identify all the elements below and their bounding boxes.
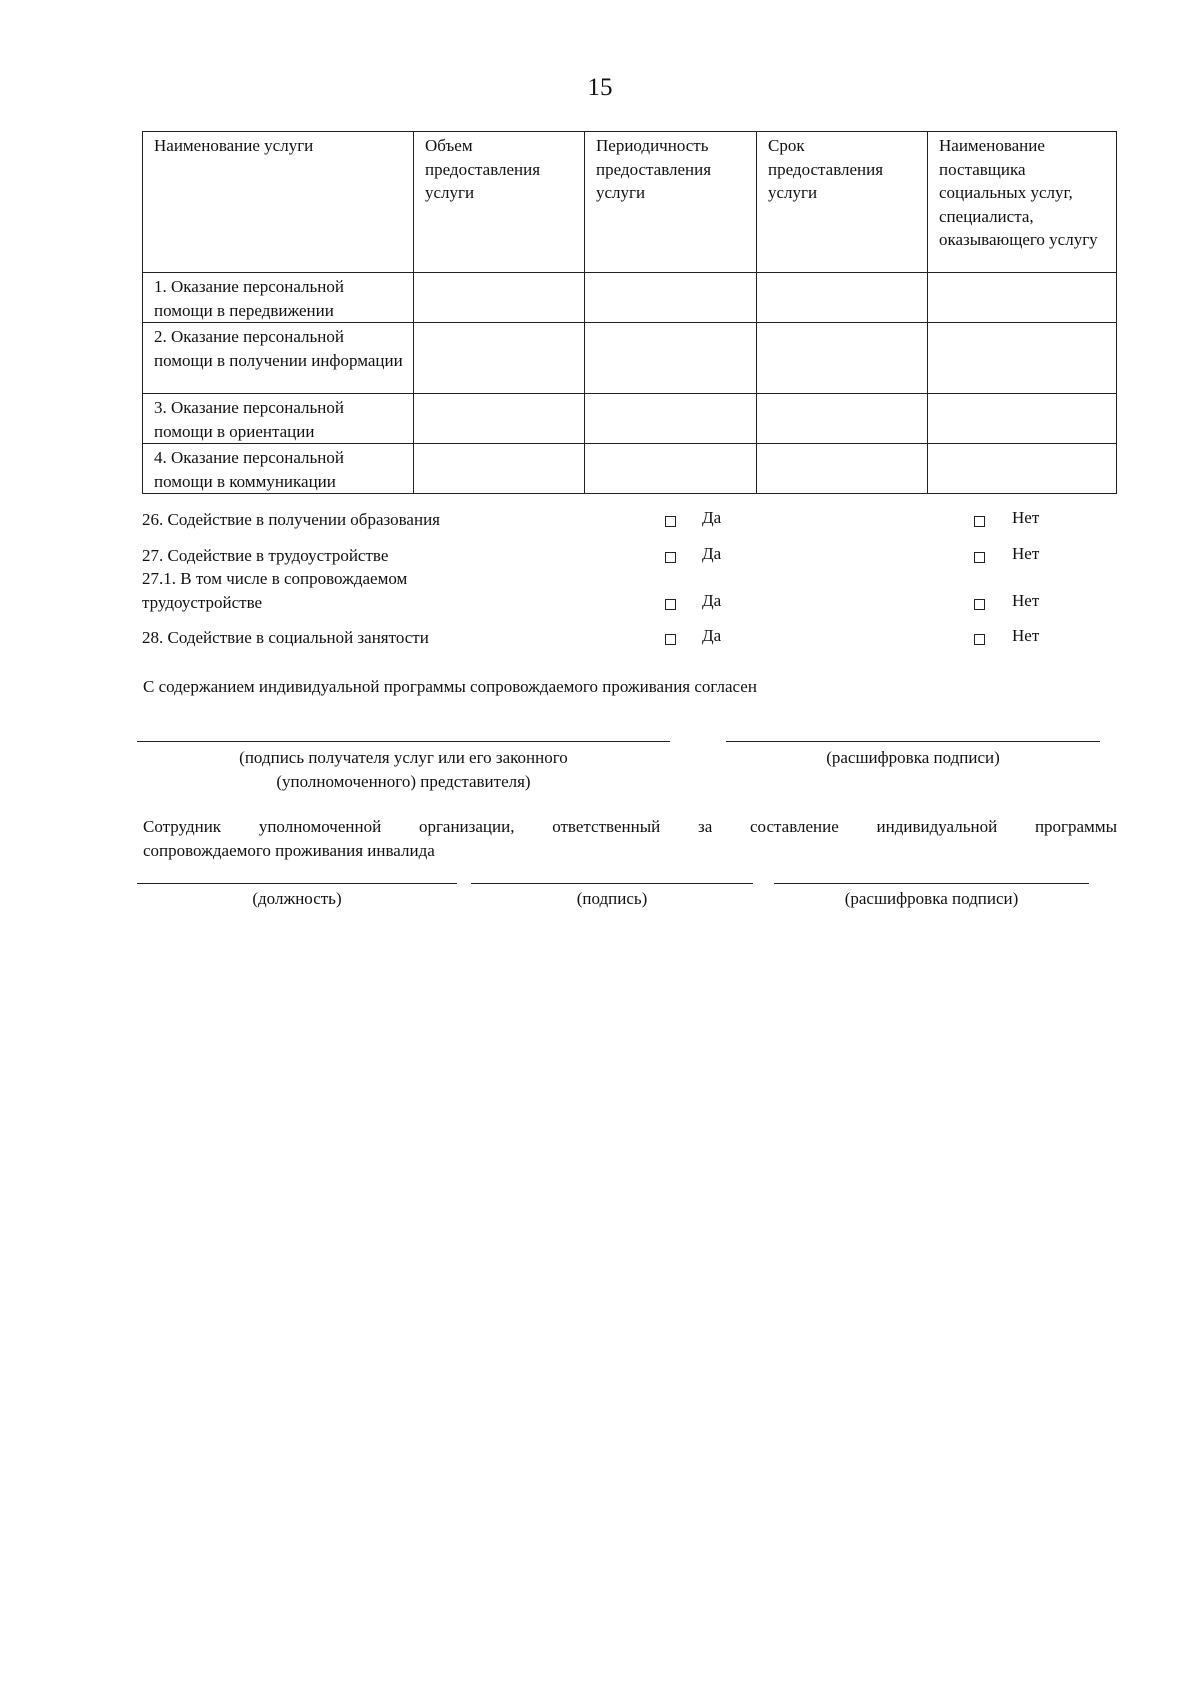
cell-volume[interactable]	[414, 394, 585, 444]
q27-1-no-checkbox[interactable]	[974, 599, 985, 610]
recipient-signature-line[interactable]	[137, 741, 670, 742]
position-line[interactable]	[137, 883, 457, 884]
cell-provider[interactable]	[928, 394, 1117, 444]
q26-no-checkbox[interactable]	[974, 516, 985, 527]
q28-yes-checkbox[interactable]	[665, 634, 676, 645]
recipient-signature-caption-line2: (уполномоченного) представителя)	[276, 772, 531, 791]
agreement-text: С содержанием индивидуальной программы сопровождаемого проживания согласен	[143, 677, 757, 696]
header-term: Срок предоставления услуги	[757, 132, 928, 273]
employee-text-line2: сопровождаемого проживания инвалида	[143, 841, 435, 860]
table-row	[143, 323, 1117, 394]
table-row	[143, 394, 1117, 444]
recipient-signature-caption-line1: (подпись получателя услуг или его законного	[239, 748, 568, 767]
employee-transcript-caption: (расшифровка подписи)	[844, 889, 1019, 908]
header-provider: Наименование поставщика социальных услуг, специалиста, оказывающего услугу	[928, 132, 1117, 273]
cell-service: 2. Оказание персональной помощи в получении информации	[143, 323, 414, 394]
cell-periodicity[interactable]	[585, 273, 757, 323]
cell-periodicity[interactable]	[585, 444, 757, 494]
question-26-label: 26. Содействие в получении образования	[142, 510, 440, 529]
q27-yes-checkbox[interactable]	[665, 552, 676, 563]
q28-yes-label: Да	[702, 626, 722, 645]
q27-1-yes-checkbox[interactable]	[665, 599, 676, 610]
q26-yes-checkbox[interactable]	[665, 516, 676, 527]
recipient-transcript-line[interactable]	[726, 741, 1100, 742]
question-27-1-label-line1: 27.1. В том числе в сопровождаемом	[142, 569, 408, 588]
cell-term[interactable]	[757, 273, 928, 323]
cell-service: 3. Оказание персональной помощи в ориентации	[143, 394, 414, 444]
question-28-label: 28. Содействие в социальной занятости	[142, 628, 429, 647]
table-row	[143, 273, 1117, 323]
employee-signature-caption: (подпись)	[576, 889, 648, 908]
cell-volume[interactable]	[414, 323, 585, 394]
q27-no-label: Нет	[1012, 544, 1040, 563]
cell-provider[interactable]	[928, 444, 1117, 494]
cell-provider[interactable]	[928, 273, 1117, 323]
header-periodicity: Периодичность предоставления услуги	[585, 132, 757, 273]
question-27-label: 27. Содействие в трудоустройстве	[142, 546, 389, 565]
q28-no-label: Нет	[1012, 626, 1040, 645]
cell-term[interactable]	[757, 323, 928, 394]
cell-volume[interactable]	[414, 273, 585, 323]
q26-no-label: Нет	[1012, 508, 1040, 527]
page-number: 15	[587, 74, 613, 101]
cell-term[interactable]	[757, 394, 928, 444]
table-row	[143, 444, 1117, 494]
employee-transcript-line[interactable]	[774, 883, 1089, 884]
q27-1-no-label: Нет	[1012, 591, 1040, 610]
header-service-name: Наименование услуги	[143, 132, 414, 273]
cell-periodicity[interactable]	[585, 323, 757, 394]
q27-1-yes-label: Да	[702, 591, 722, 610]
employee-text-line1: Сотрудник уполномоченной организации, ответственный за составление индивидуальной программы	[143, 817, 1117, 836]
cell-periodicity[interactable]	[585, 394, 757, 444]
q27-yes-label: Да	[702, 544, 722, 563]
header-volume: Объем предоставления услуги	[414, 132, 585, 273]
cell-service: 1. Оказание персональной помощи в передвижении	[143, 273, 414, 323]
cell-service: 4. Оказание персональной помощи в коммуникации	[143, 444, 414, 494]
cell-provider[interactable]	[928, 323, 1117, 394]
question-27-1-label-line2: трудоустройстве	[142, 593, 263, 612]
position-caption: (должность)	[252, 889, 342, 908]
recipient-transcript-caption: (расшифровка подписи)	[826, 748, 1000, 767]
employee-signature-line[interactable]	[471, 883, 753, 884]
cell-volume[interactable]	[414, 444, 585, 494]
q27-no-checkbox[interactable]	[974, 552, 985, 563]
cell-term[interactable]	[757, 444, 928, 494]
q26-yes-label: Да	[702, 508, 722, 527]
table-header-row	[143, 132, 1117, 273]
q28-no-checkbox[interactable]	[974, 634, 985, 645]
services-table	[142, 131, 1117, 494]
